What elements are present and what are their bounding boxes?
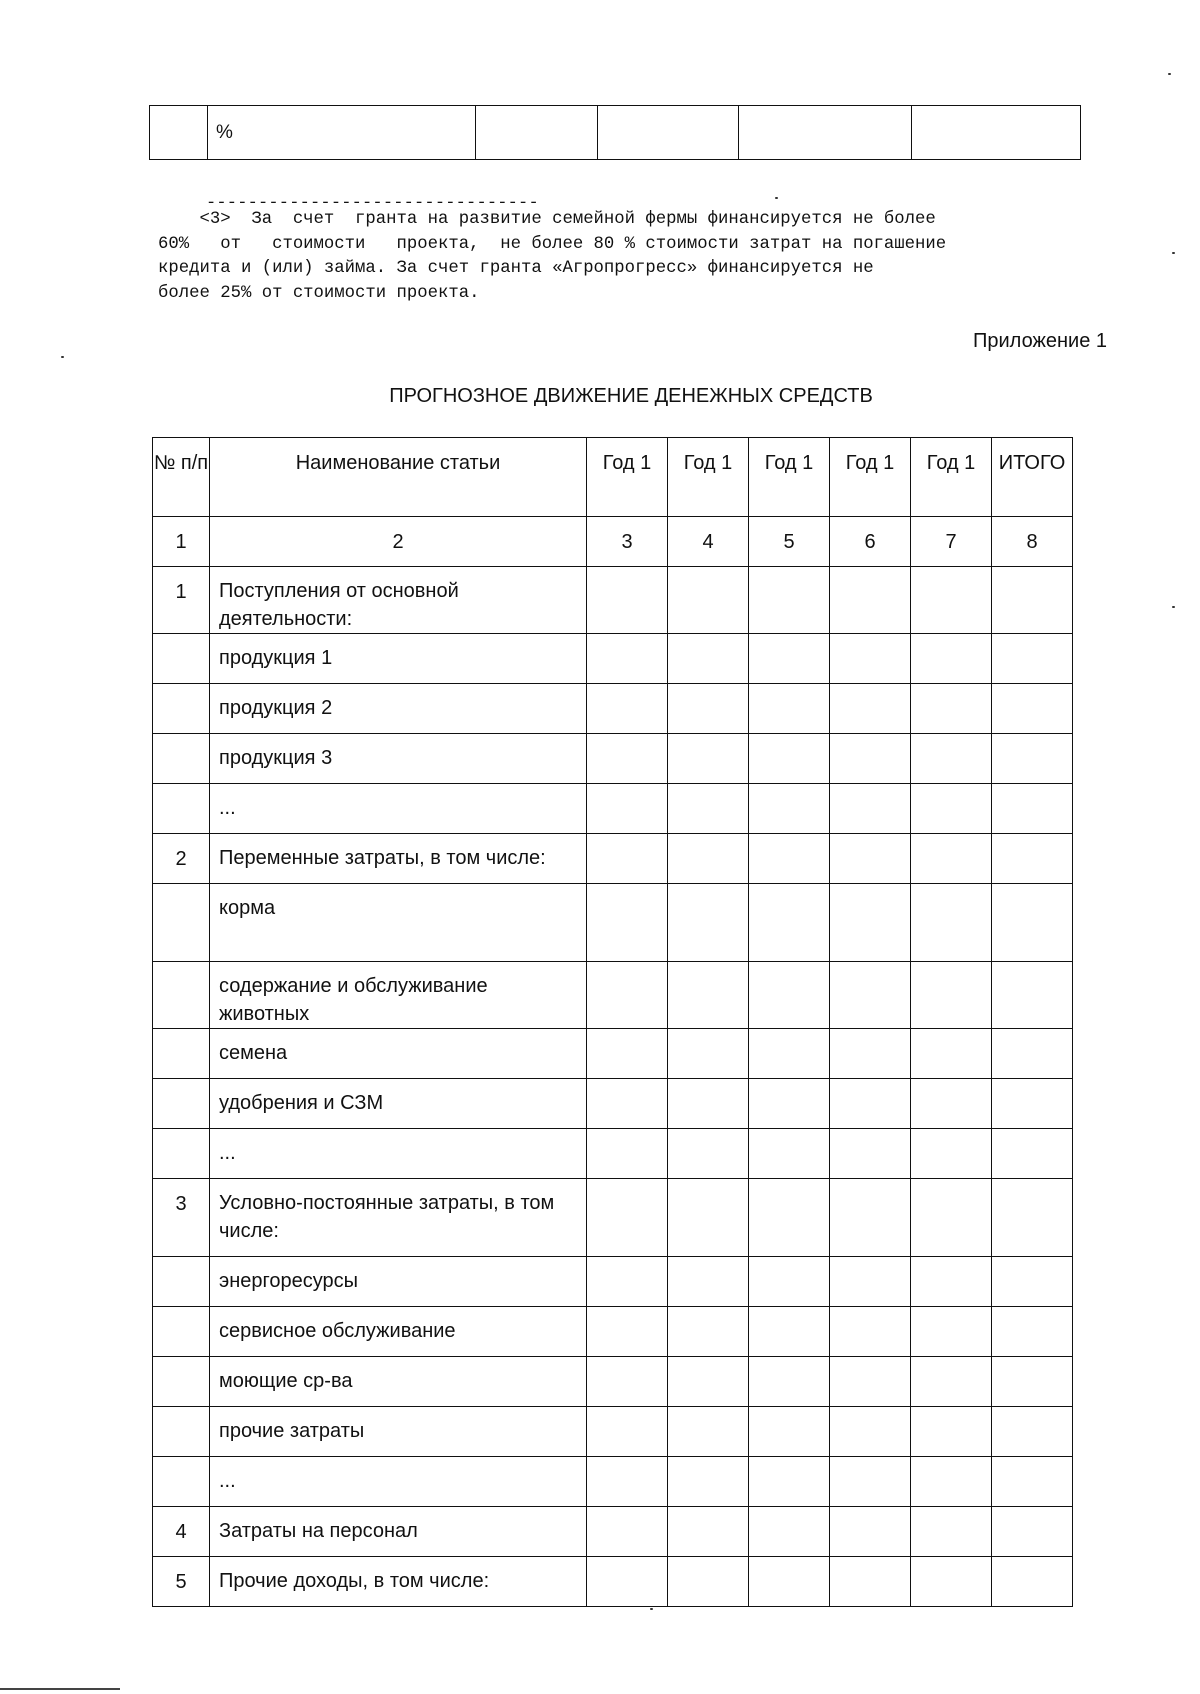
value-cell [830, 834, 911, 884]
value-cell [992, 1129, 1073, 1179]
value-cell [668, 734, 749, 784]
value-cell [749, 1129, 830, 1179]
value-cell [668, 684, 749, 734]
value-cell [749, 784, 830, 834]
value-cell [992, 784, 1073, 834]
table-row [153, 884, 1073, 962]
column-number-cell: 5 [749, 517, 830, 567]
value-cell [749, 834, 830, 884]
value-cell [587, 1079, 668, 1129]
value-cell [830, 1079, 911, 1129]
value-cell [587, 1407, 668, 1457]
value-cell [830, 1179, 911, 1257]
value-cell [668, 1507, 749, 1557]
row-number-cell [153, 1357, 210, 1407]
table-row [153, 1407, 1073, 1457]
row-number-cell [153, 734, 210, 784]
value-cell [992, 1079, 1073, 1129]
scan-speck [61, 356, 64, 358]
value-cell [749, 1179, 830, 1257]
row-number-cell [153, 962, 210, 1029]
row-number-cell [153, 1457, 210, 1507]
row-number-cell [153, 784, 210, 834]
value-cell [668, 1129, 749, 1179]
value-cell [749, 1457, 830, 1507]
footnote-line: 60% от стоимости проекта, не более 80 % стоимости затрат на погашение [158, 234, 947, 254]
table-row [153, 1557, 1073, 1607]
column-number-cell: 6 [830, 517, 911, 567]
value-cell [830, 1307, 911, 1357]
value-cell [668, 1557, 749, 1607]
value-cell [911, 1557, 992, 1607]
value-cell [992, 1457, 1073, 1507]
value-cell [749, 962, 830, 1029]
table-row [153, 734, 1073, 784]
row-name-cell: семена [210, 1029, 587, 1079]
top-table-cell [598, 106, 739, 160]
table-row [153, 1457, 1073, 1507]
value-cell [668, 1079, 749, 1129]
footnote-separator: -------------------------------- [206, 194, 539, 213]
value-cell [587, 1457, 668, 1507]
column-number-cell: 2 [210, 517, 587, 567]
row-number-cell [153, 1079, 210, 1129]
value-cell [992, 734, 1073, 784]
document-title: ПРОГНОЗНОЕ ДВИЖЕНИЕ ДЕНЕЖНЫХ СРЕДСТВ [389, 385, 873, 407]
value-cell [587, 1257, 668, 1307]
value-cell [587, 1179, 668, 1257]
row-number-cell [153, 1029, 210, 1079]
value-cell [587, 684, 668, 734]
value-cell [992, 567, 1073, 634]
row-name-cell: ... [210, 784, 587, 834]
value-cell [992, 684, 1073, 734]
header-cell-period: ИТОГО [992, 438, 1073, 517]
value-cell [668, 1257, 749, 1307]
row-name-cell: энергоресурсы [210, 1257, 587, 1307]
row-name-cell: Прочие доходы, в том числе: [210, 1557, 587, 1607]
top-table-cell-percent: % [208, 106, 476, 160]
row-name-cell: Условно-постоянные затраты, в том числе: [210, 1179, 587, 1257]
scan-speck [1172, 252, 1175, 254]
table-row [153, 1079, 1073, 1129]
value-cell [587, 567, 668, 634]
value-cell [749, 684, 830, 734]
value-cell [992, 1257, 1073, 1307]
value-cell [911, 834, 992, 884]
value-cell [668, 1357, 749, 1407]
row-name-cell: продукция 3 [210, 734, 587, 784]
header-cell-period: Год 1 [911, 438, 992, 517]
row-number-cell: 1 [153, 567, 210, 634]
value-cell [911, 734, 992, 784]
appendix-label: Приложение 1 [973, 330, 1107, 352]
value-cell [749, 1407, 830, 1457]
table-row [153, 1307, 1073, 1357]
top-table-fragment [149, 105, 1081, 160]
value-cell [830, 634, 911, 684]
value-cell [911, 1307, 992, 1357]
cash-flow-table [152, 437, 1073, 1607]
table-column-number-row [153, 517, 1073, 567]
value-cell [911, 1179, 992, 1257]
row-number-cell [153, 1407, 210, 1457]
footnote-line: <3> За счет гранта на развитие семейной фермы финансируется не более [158, 210, 936, 229]
value-cell [749, 734, 830, 784]
row-name-cell: прочие затраты [210, 1407, 587, 1457]
value-cell [668, 1457, 749, 1507]
value-cell [830, 567, 911, 634]
row-name-cell: продукция 2 [210, 684, 587, 734]
value-cell [911, 1029, 992, 1079]
value-cell [749, 1257, 830, 1307]
value-cell [830, 1557, 911, 1607]
table-row [153, 1257, 1073, 1307]
scan-speck [650, 1608, 653, 1610]
value-cell [992, 1357, 1073, 1407]
value-cell [992, 962, 1073, 1029]
scan-speck [1168, 73, 1171, 75]
value-cell [587, 834, 668, 884]
table-row [153, 962, 1073, 1029]
value-cell [830, 1257, 911, 1307]
row-number-cell [153, 634, 210, 684]
column-number-cell: 3 [587, 517, 668, 567]
value-cell [749, 884, 830, 962]
table-row [153, 634, 1073, 684]
value-cell [992, 1307, 1073, 1357]
row-name-cell: Затраты на персонал [210, 1507, 587, 1557]
value-cell [587, 734, 668, 784]
value-cell [668, 962, 749, 1029]
table-row [153, 684, 1073, 734]
row-number-cell [153, 1257, 210, 1307]
value-cell [992, 1507, 1073, 1557]
header-cell-period: Год 1 [587, 438, 668, 517]
value-cell [587, 962, 668, 1029]
value-cell [587, 634, 668, 684]
value-cell [587, 1129, 668, 1179]
value-cell [830, 962, 911, 1029]
table-header-row [153, 438, 1073, 517]
bottom-edge-rule [0, 1688, 120, 1690]
value-cell [749, 1029, 830, 1079]
header-cell-number: № п/п [153, 438, 210, 517]
value-cell [911, 1457, 992, 1507]
scan-speck [775, 197, 778, 199]
row-name-cell: сервисное обслуживание [210, 1307, 587, 1357]
value-cell [587, 1029, 668, 1079]
row-number-cell: 3 [153, 1179, 210, 1257]
value-cell [911, 684, 992, 734]
value-cell [749, 1507, 830, 1557]
value-cell [668, 784, 749, 834]
value-cell [668, 567, 749, 634]
row-number-cell [153, 884, 210, 962]
value-cell [749, 1357, 830, 1407]
value-cell [992, 1029, 1073, 1079]
value-cell [830, 1029, 911, 1079]
footnote-3 [158, 208, 1108, 306]
value-cell [992, 1179, 1073, 1257]
value-cell [749, 1557, 830, 1607]
row-name-cell: продукция 1 [210, 634, 587, 684]
value-cell [830, 884, 911, 962]
value-cell [911, 634, 992, 684]
value-cell [830, 1457, 911, 1507]
column-number-cell: 7 [911, 517, 992, 567]
value-cell [587, 1307, 668, 1357]
row-number-cell: 2 [153, 834, 210, 884]
value-cell [749, 1079, 830, 1129]
row-name-cell: удобрения и СЗМ [210, 1079, 587, 1129]
footnote-line: более 25% от стоимости проекта. [158, 283, 480, 303]
value-cell [587, 1557, 668, 1607]
value-cell [668, 834, 749, 884]
value-cell [992, 634, 1073, 684]
value-cell [911, 1257, 992, 1307]
value-cell [668, 1407, 749, 1457]
scan-speck [1172, 606, 1175, 608]
value-cell [911, 1357, 992, 1407]
table-row [153, 1179, 1073, 1257]
row-number-cell [153, 1129, 210, 1179]
value-cell [830, 734, 911, 784]
value-cell [911, 1129, 992, 1179]
value-cell [830, 1357, 911, 1407]
header-cell-period: Год 1 [749, 438, 830, 517]
value-cell [830, 1407, 911, 1457]
value-cell [668, 1029, 749, 1079]
header-cell-period: Год 1 [668, 438, 749, 517]
table-row [153, 567, 1073, 634]
top-table-row [150, 106, 1081, 160]
value-cell [992, 1557, 1073, 1607]
row-name-cell: ... [210, 1129, 587, 1179]
table-row [153, 1029, 1073, 1079]
value-cell [830, 684, 911, 734]
row-number-cell [153, 684, 210, 734]
footnote-line: кредита и (или) займа. За счет гранта «Агропрогресс» финансируется не [158, 259, 874, 278]
row-number-cell: 5 [153, 1557, 210, 1607]
value-cell [992, 884, 1073, 962]
table-row [153, 1507, 1073, 1557]
column-number-cell: 1 [153, 517, 210, 567]
value-cell [749, 567, 830, 634]
row-number-cell [153, 1307, 210, 1357]
value-cell [587, 784, 668, 834]
value-cell [668, 634, 749, 684]
value-cell [911, 1507, 992, 1557]
value-cell [749, 1307, 830, 1357]
row-name-cell: Переменные затраты, в том числе: [210, 834, 587, 884]
value-cell [911, 962, 992, 1029]
value-cell [830, 1507, 911, 1557]
column-number-cell: 8 [992, 517, 1073, 567]
row-name-cell: ... [210, 1457, 587, 1507]
header-cell-name: Наименование статьи [210, 438, 587, 517]
table-row [153, 834, 1073, 884]
row-number-cell: 4 [153, 1507, 210, 1557]
top-table-cell [150, 106, 208, 160]
cash-flow-table-body [153, 438, 1073, 1607]
value-cell [911, 884, 992, 962]
value-cell [587, 1357, 668, 1407]
column-number-cell: 4 [668, 517, 749, 567]
value-cell [668, 884, 749, 962]
table-row [153, 784, 1073, 834]
row-name-cell: корма [210, 884, 587, 962]
value-cell [587, 884, 668, 962]
row-name-cell: содержание и обслуживание животных [210, 962, 587, 1029]
value-cell [830, 1129, 911, 1179]
header-cell-period: Год 1 [830, 438, 911, 517]
top-table-cell [739, 106, 912, 160]
value-cell [668, 1179, 749, 1257]
value-cell [668, 1307, 749, 1357]
value-cell [830, 784, 911, 834]
row-name-cell: моющие ср-ва [210, 1357, 587, 1407]
value-cell [911, 784, 992, 834]
value-cell [911, 567, 992, 634]
top-table-cell [912, 106, 1081, 160]
value-cell [911, 1079, 992, 1129]
row-name-cell: Поступления от основной деятельности: [210, 567, 587, 634]
table-row [153, 1357, 1073, 1407]
table-row [153, 1129, 1073, 1179]
value-cell [992, 1407, 1073, 1457]
value-cell [992, 834, 1073, 884]
value-cell [587, 1507, 668, 1557]
top-table-cell [476, 106, 598, 160]
value-cell [749, 634, 830, 684]
value-cell [911, 1407, 992, 1457]
